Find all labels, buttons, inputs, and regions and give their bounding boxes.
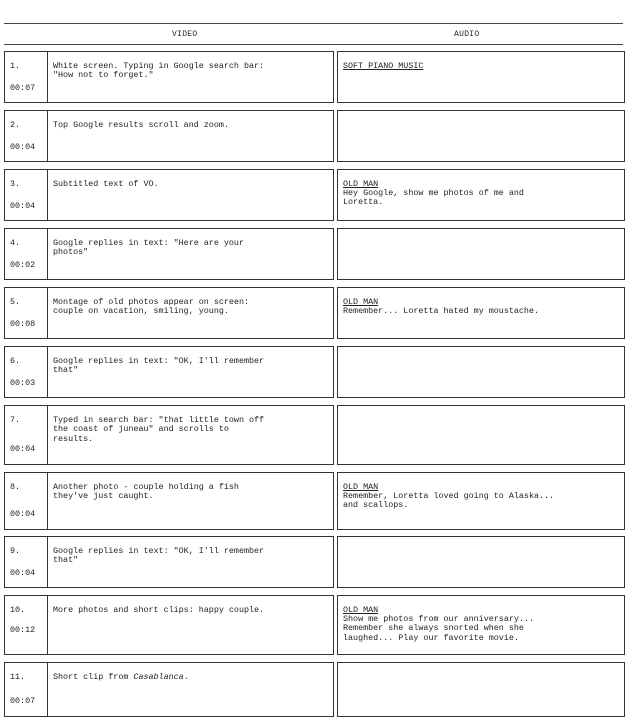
- shot-duration: 00:04: [10, 568, 36, 578]
- shot-number-cell: [4, 472, 47, 530]
- character-name: OLD MAN: [343, 179, 379, 189]
- shot-row: [4, 662, 624, 717]
- shot-row: [4, 346, 624, 398]
- video-cell: [47, 405, 334, 465]
- shot-number: 11.: [10, 672, 26, 682]
- movie-title: Casablanca: [133, 672, 184, 682]
- shot-row: [4, 228, 624, 280]
- video-description: Typed in search bar: "that little town off the coast of juneau" and scrolls to results.: [53, 415, 265, 444]
- header-rule: [4, 44, 623, 45]
- video-cell: [47, 472, 334, 530]
- video-cell: [47, 536, 334, 588]
- shot-duration: 00:07: [10, 83, 36, 93]
- shot-number-cell: [4, 287, 47, 339]
- shot-number-cell: [4, 228, 47, 280]
- audio-column-heading: AUDIO: [454, 30, 480, 39]
- shot-duration: 00:04: [10, 444, 36, 454]
- video-cell: [47, 51, 334, 103]
- shot-duration: 00:04: [10, 142, 36, 152]
- shot-duration: 00:12: [10, 625, 36, 635]
- video-description: Google replies in text: "Here are your photos": [53, 238, 244, 258]
- audio-music-cue: SOFT PIANO MUSIC: [343, 61, 424, 71]
- dialogue-line: Hey Google, show me photos of me and Loretta.: [343, 188, 524, 208]
- shot-number: 10.: [10, 605, 26, 615]
- shot-row: [4, 169, 624, 221]
- shot-row: [4, 110, 624, 162]
- video-description: [53, 673, 189, 682]
- character-name: OLD MAN: [343, 605, 379, 615]
- video-description-prefix: Short clip from: [53, 672, 134, 682]
- shot-number-cell: [4, 346, 47, 398]
- audio-cell: [337, 346, 625, 398]
- shot-row: [4, 51, 624, 103]
- audio-cell: [337, 169, 625, 221]
- shot-duration: 00:03: [10, 378, 36, 388]
- shot-row: [4, 405, 624, 465]
- shot-number-cell: [4, 536, 47, 588]
- video-column-heading: VIDEO: [172, 30, 198, 39]
- audio-cell: [337, 662, 625, 717]
- shot-number: 8.: [10, 482, 21, 492]
- video-description-suffix: .: [183, 672, 189, 682]
- audio-cell: [337, 405, 625, 465]
- audio-cell: [337, 51, 625, 103]
- shot-number-cell: [4, 405, 47, 465]
- shot-number: 3.: [10, 179, 21, 189]
- video-cell: [47, 287, 334, 339]
- character-name: OLD MAN: [343, 297, 379, 307]
- shot-number-cell: [4, 51, 47, 103]
- video-description: Montage of old photos appear on screen: couple on vacation, smiling, young.: [53, 297, 250, 317]
- video-description: White screen. Typing in Google search bar: "How not to forget.": [53, 61, 265, 81]
- video-cell: [47, 110, 334, 162]
- video-description: Google replies in text: "OK, I'll remember that": [53, 546, 265, 566]
- column-header: [0, 30, 626, 42]
- shot-row: [4, 536, 624, 588]
- video-description: Top Google results scroll and zoom.: [53, 120, 229, 130]
- shot-number-cell: [4, 662, 47, 717]
- video-cell: [47, 662, 334, 717]
- video-cell: [47, 169, 334, 221]
- shot-number: 5.: [10, 297, 21, 307]
- shot-number: 2.: [10, 120, 21, 130]
- shot-number: 9.: [10, 546, 21, 556]
- shot-duration: 00:07: [10, 696, 36, 706]
- video-cell: [47, 228, 334, 280]
- shot-duration: 00:04: [10, 201, 36, 211]
- top-rule: [4, 23, 623, 24]
- dialogue-line: Show me photos from our anniversary... Remember she always snorted when she laughed... Play our favorite movie.: [343, 614, 534, 643]
- shot-duration: 00:04: [10, 509, 36, 519]
- shot-row: [4, 472, 624, 530]
- shot-duration: 00:02: [10, 260, 36, 270]
- shot-number-cell: [4, 110, 47, 162]
- shot-number-cell: [4, 169, 47, 221]
- shot-duration: 00:08: [10, 319, 36, 329]
- video-cell: [47, 346, 334, 398]
- audio-cell: [337, 472, 625, 530]
- audio-cell: [337, 536, 625, 588]
- dialogue-line: Remember, Loretta loved going to Alaska... and scallops.: [343, 491, 555, 511]
- shot-row: [4, 287, 624, 339]
- shot-number-cell: [4, 595, 47, 655]
- video-description: Google replies in text: "OK, I'll remember that": [53, 356, 265, 376]
- audio-cell: [337, 228, 625, 280]
- shot-number: 6.: [10, 356, 21, 366]
- character-name: OLD MAN: [343, 482, 379, 492]
- video-description: Subtitled text of VO.: [53, 179, 159, 189]
- dialogue-line: Remember... Loretta hated my moustache.: [343, 306, 540, 316]
- video-description: More photos and short clips: happy couple.: [53, 605, 265, 615]
- shot-number: 4.: [10, 238, 21, 248]
- audio-cell: [337, 595, 625, 655]
- shot-number: 7.: [10, 415, 21, 425]
- shot-row: [4, 595, 624, 655]
- shot-number: 1.: [10, 61, 21, 71]
- video-description: Another photo - couple holding a fish they've just caught.: [53, 482, 239, 502]
- audio-cell: [337, 287, 625, 339]
- video-cell: [47, 595, 334, 655]
- audio-cell: [337, 110, 625, 162]
